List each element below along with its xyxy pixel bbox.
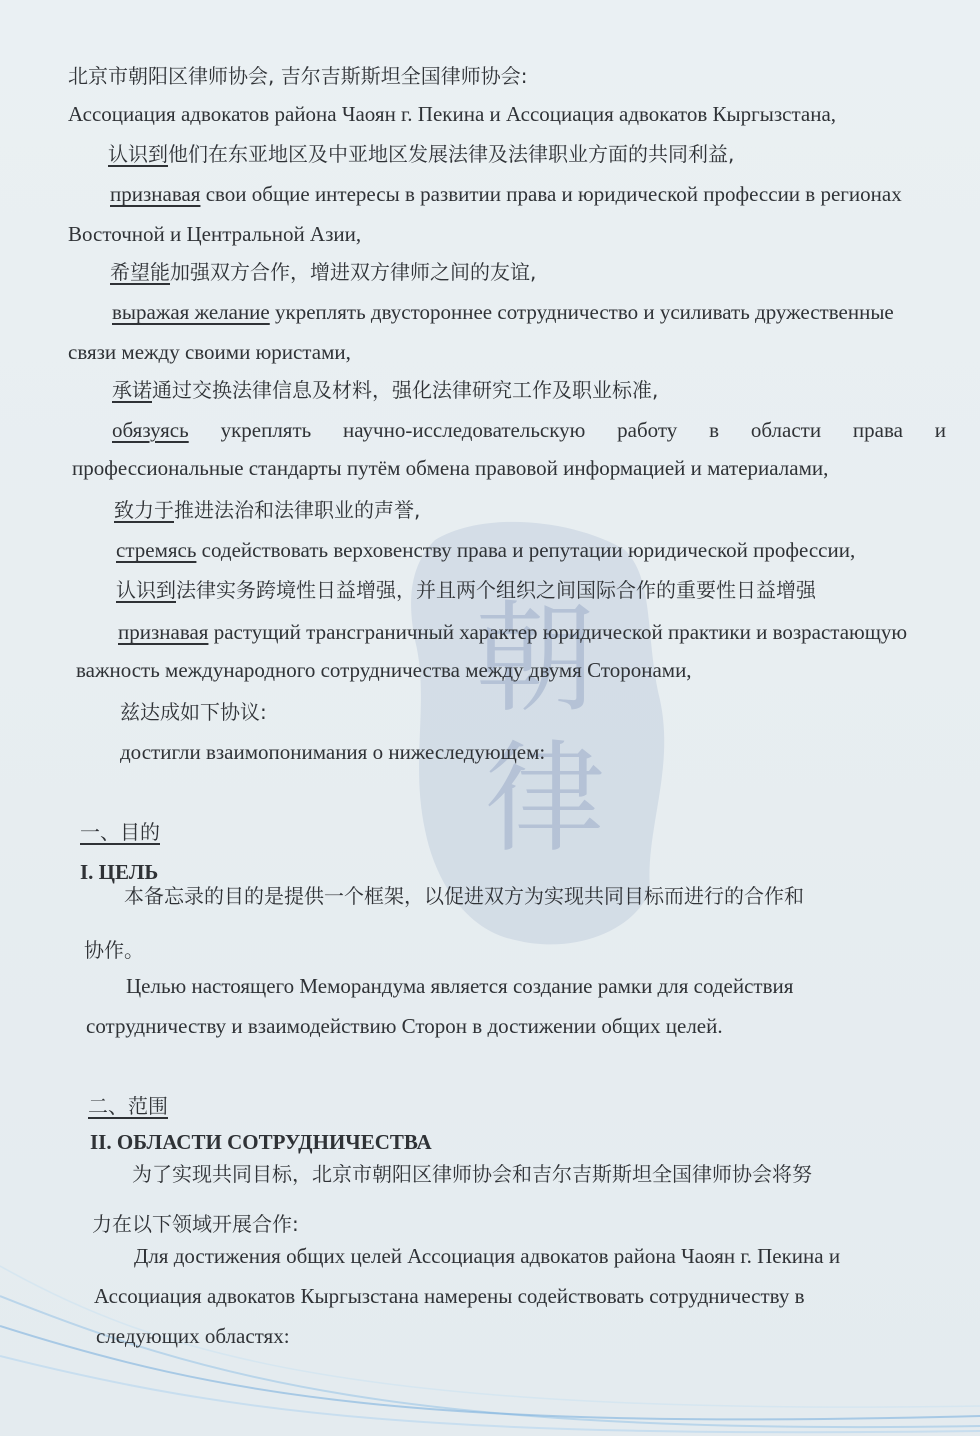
preamble-4-ru: стремясь содействовать верховенству права и репутации юридической профессии,: [116, 538, 856, 562]
section-2-body-cn-2: 力在以下领域开展合作:: [92, 1212, 299, 1236]
preamble-5-ru: признавая растущий трансграничный характер юридической практики и возрастающую: [118, 620, 908, 644]
agreed-ru: достигли взаимопонимания о нижеследующем:: [120, 740, 546, 764]
parties-cn: 北京市朝阳区律师协会, 吉尔吉斯斯坦全国律师协会:: [68, 64, 528, 88]
preamble-2-ru: выражая желание укреплять двустороннее сотрудничество и усиливать дружественные: [112, 300, 894, 324]
preamble-5-cn: 认识到法律实务跨境性日益增强，并且两个组织之间国际合作的重要性日益增强: [116, 578, 816, 602]
preamble-5-ru-cont: важность международного сотрудничества между двумя Сторонами,: [76, 658, 692, 682]
section-1-body-ru-2: сотрудничеству и взаимодействию Сторон в достижении общих целей.: [86, 1014, 723, 1038]
section-2-body-ru-2: Ассоциация адвокатов Кыргызстана намерены содействовать сотрудничеству в: [94, 1284, 805, 1308]
section-1-title-ru: I. ЦЕЛЬ: [80, 860, 159, 884]
section-2-title-ru: II. ОБЛАСТИ СОТРУДНИЧЕСТВА: [90, 1130, 432, 1154]
preamble-2-cn: 希望能加强双方合作，增进双方律师之间的友谊,: [110, 260, 537, 284]
preamble-3-ru-cont: профессиональные стандарты путём обмена правовой информацией и материалами,: [72, 456, 829, 480]
section-1-body-ru-1: Целью настоящего Меморандума является создание рамки для содействия: [126, 974, 794, 998]
preamble-3-ru: обязуясь укреплять научно-исследовательскую работу в области права и: [112, 418, 946, 442]
svg-text:律: 律: [485, 730, 605, 869]
section-1-body-cn-2: 协作。: [84, 938, 144, 962]
section-2-body-cn-1: 为了实现共同目标，北京市朝阳区律师协会和吉尔吉斯斯坦全国律师协会将努: [132, 1162, 812, 1186]
parties-ru: Ассоциация адвокатов района Чаоян г. Пекина и Ассоциация адвокатов Кыргызстана,: [68, 102, 837, 126]
preamble-3-cn: 承诺通过交换法律信息及材料，强化法律研究工作及职业标准,: [112, 378, 659, 402]
section-2-body-ru-1: Для достижения общих целей Ассоциация адвокатов района Чаоян г. Пекина и: [134, 1244, 841, 1268]
preamble-4-cn: 致力于推进法治和法律职业的声誉,: [114, 498, 421, 522]
preamble-1-ru: признавая свои общие интересы в развитии права и юридической профессии в регионах: [110, 182, 902, 206]
section-1-body-cn-1: 本备忘录的目的是提供一个框架，以促进双方为实现共同目标而进行的合作和: [124, 884, 804, 908]
preamble-2-ru-cont: связи между своими юристами,: [68, 340, 351, 364]
section-1-title-cn: 一、目的: [80, 820, 160, 844]
section-2-body-ru-3: следующих областях:: [96, 1324, 290, 1348]
preamble-1-ru-cont: Восточной и Центральной Азии,: [68, 222, 362, 246]
preamble-1-cn: 认识到他们在东亚地区及中亚地区发展法律及法律职业方面的共同利益,: [108, 142, 735, 166]
section-2-title-cn: 二、范围: [88, 1094, 168, 1118]
agreed-cn: 兹达成如下协议:: [120, 700, 267, 724]
watermark-seal-text: 朝: [475, 590, 595, 729]
